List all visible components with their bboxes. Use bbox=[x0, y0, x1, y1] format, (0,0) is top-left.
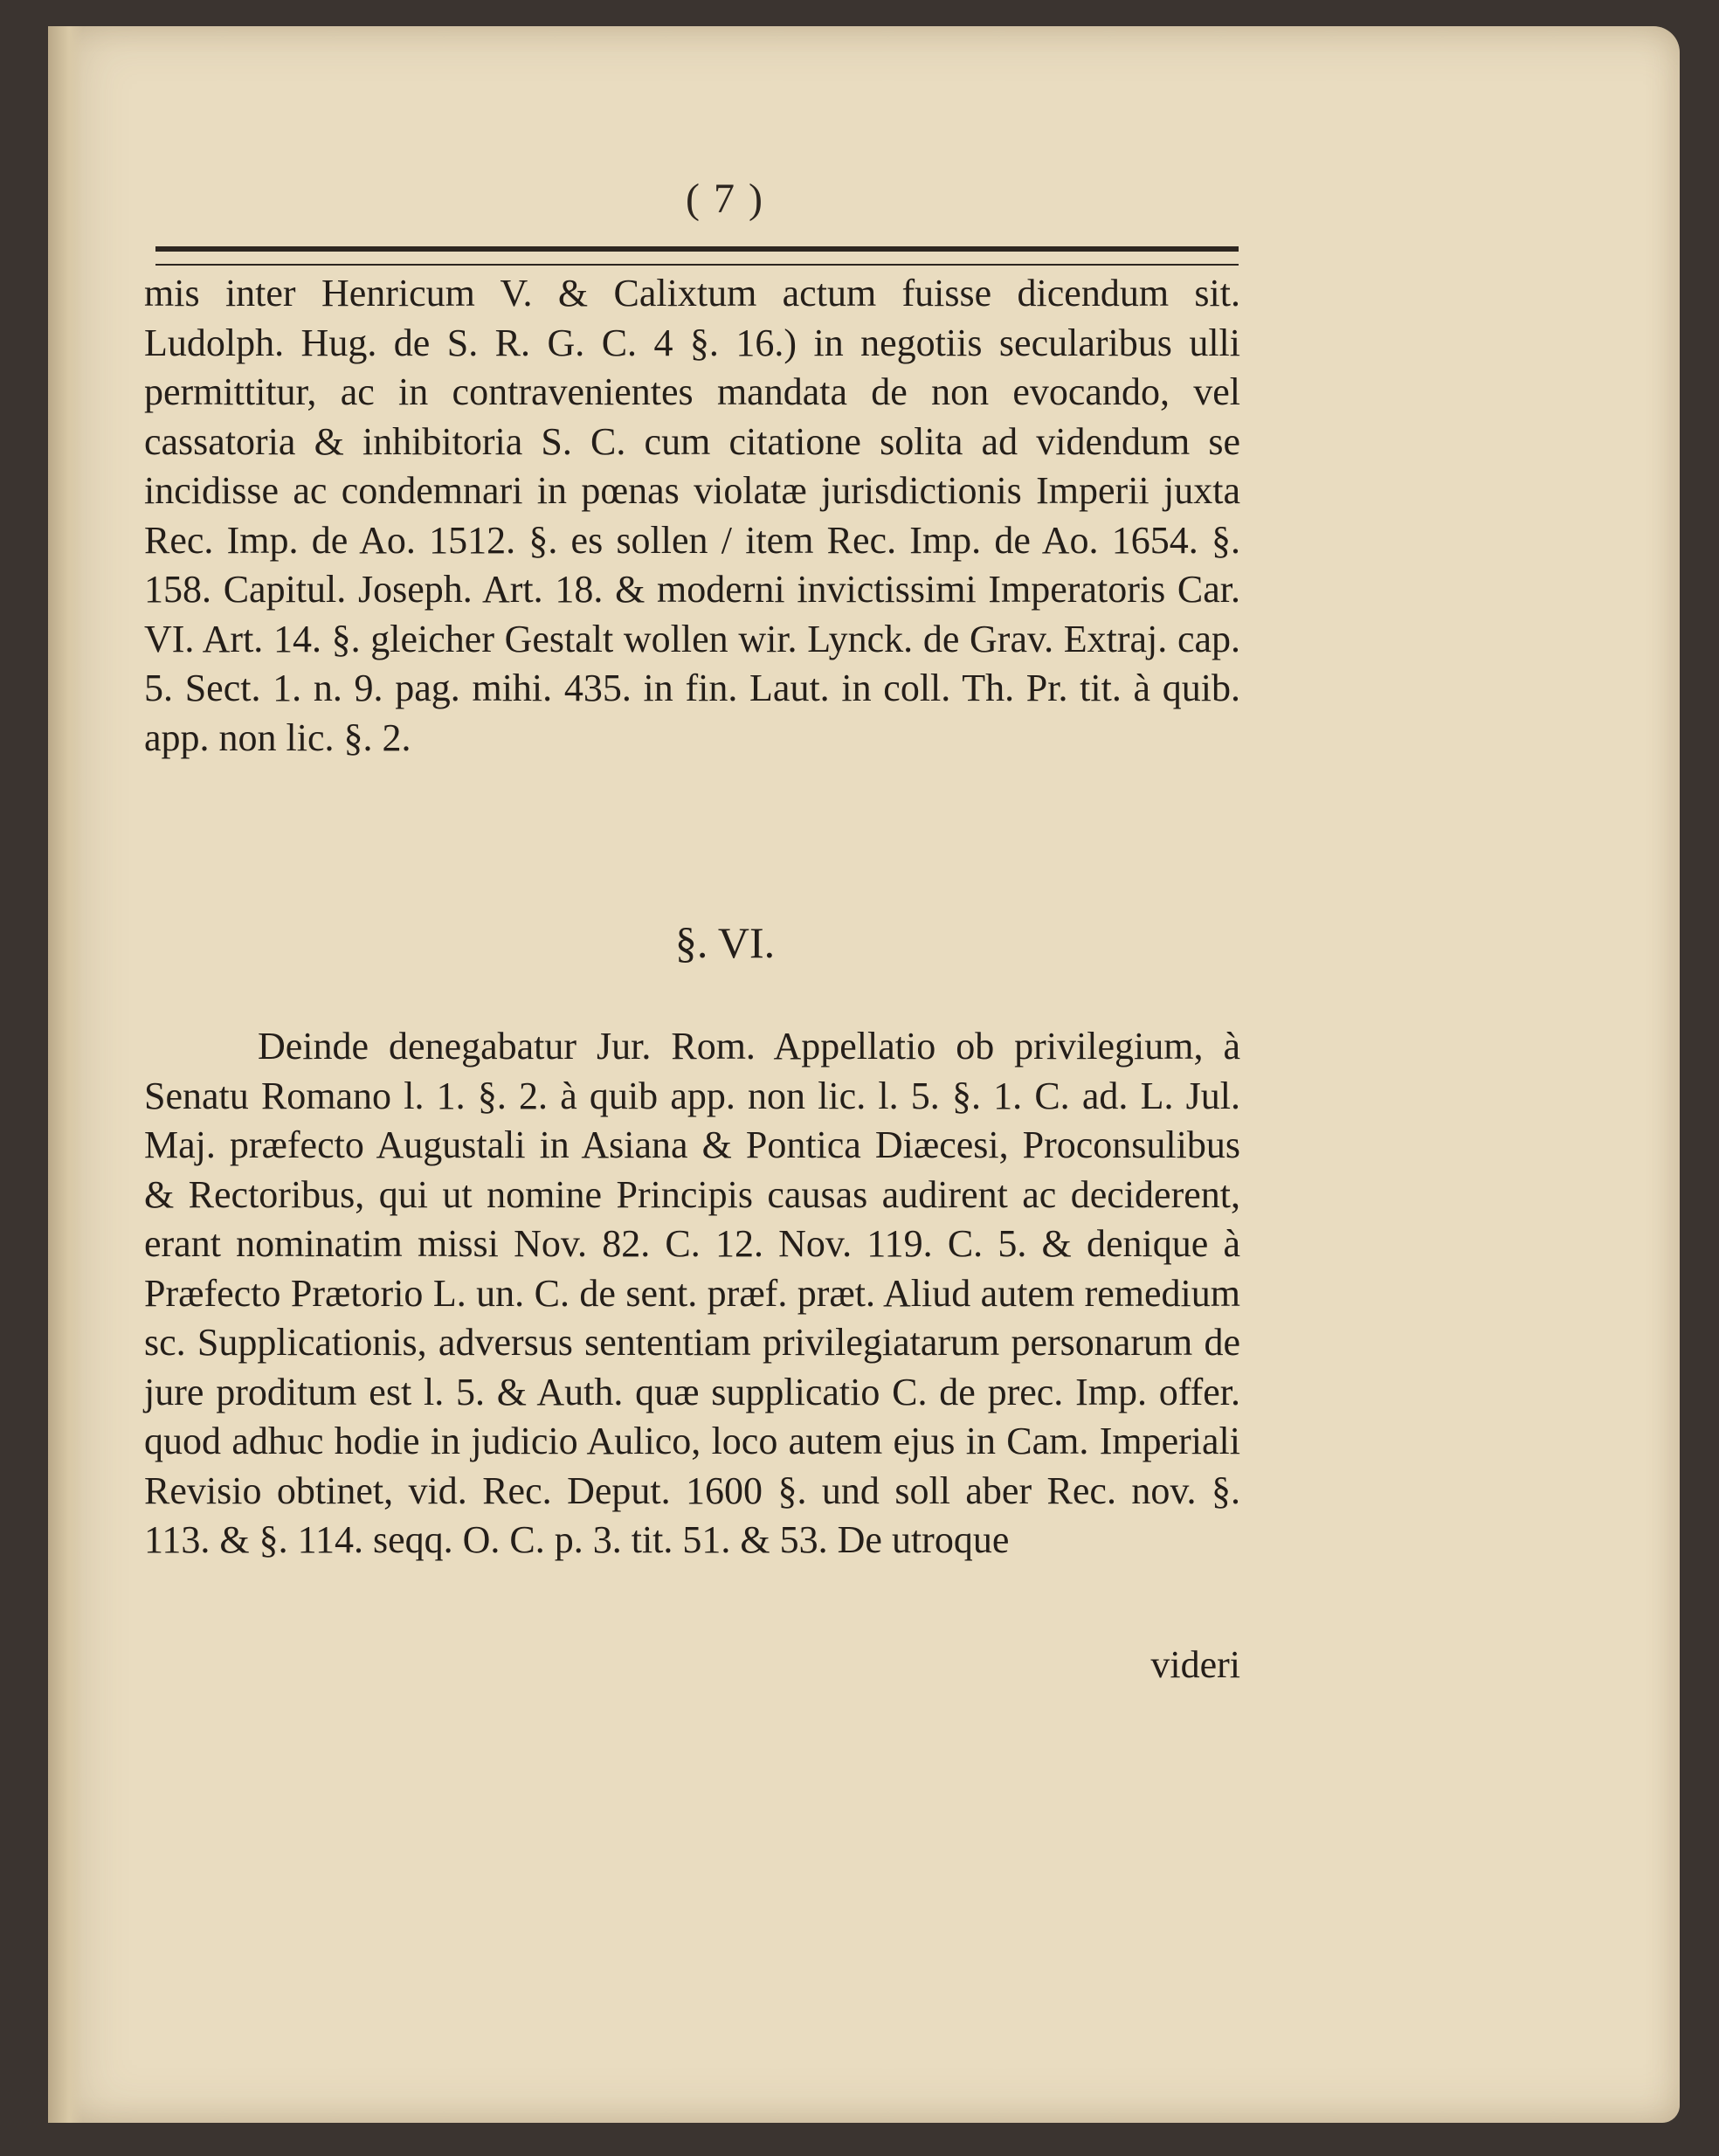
section-heading: §. VI. bbox=[674, 918, 776, 967]
header-rule bbox=[155, 246, 1239, 266]
paragraph-2-text: Deinde denegabatur Jur. Rom. Appellatio ob privilegium, à Senatu Romano l. 1. §. 2. à quib app. non lic. l. 5. §. 1. C. ad. L. Jul. Maj. præfecto Augustali in Asiana & Pontica Diæcesi, Proconsulibus & Rectoribus, qui ut nomine Principis causas audirent ac deciderent, erant nominatim missi Nov. 82. C. 12. Nov. 119. C. 5. & denique à Præfecto Prætorio L. un. C. de sent. præf. præt. Aliud autem remedium sc. Supplicationis, adversus sententiam privilegiatarum personarum de jure proditum est l. 5. & Auth. quæ supplicatio C. de prec. Imp. offer. quod adhuc hodie in judicio Aulico, loco autem ejus in Cam. Imperiali Revisio obtinet, vid. Rec. Deput. 1600 §. und soll aber Rec. nov. §. 113. & §. 114. seqq. O. C. p. 3. tit. 51. & 53. De utroque bbox=[144, 1025, 1240, 1561]
catchword: videri bbox=[1150, 1643, 1240, 1686]
page-gutter-shadow bbox=[48, 26, 83, 2123]
paragraph-section-vi bbox=[144, 1022, 1240, 1565]
paragraph-1-text: mis inter Henricum V. & Calixtum actum fuisse dicendum sit. Ludolph. Hug. de S. R. G. C. 4 §. 16.) in negotiis secularibus ulli permittitur, ac in contravenientes mandata de non evocando, vel cassatoria & inhibitoria S. C. cum citatione solita ad videndum se incidisse ac condemnari in pœnas violatæ jurisdictionis Imperii juxta Rec. Imp. de Ao. 1512. §. es sollen / item Rec. Imp. de Ao. 1654. §. 158. Capitul. Joseph. Art. 18. & moderni invictissimi Imperatoris Car. VI. Art. 14. §. gleicher Gestalt wollen wir. Lynck. de Grav. Extraj. cap. 5. Sect. 1. n. 9. pag. mihi. 435. in fin. Laut. in coll. Th. Pr. tit. à quib. app. non lic. §. 2. bbox=[144, 272, 1240, 759]
page-number-header: ( 7 ) bbox=[686, 176, 764, 222]
paragraph-continued bbox=[144, 269, 1240, 763]
